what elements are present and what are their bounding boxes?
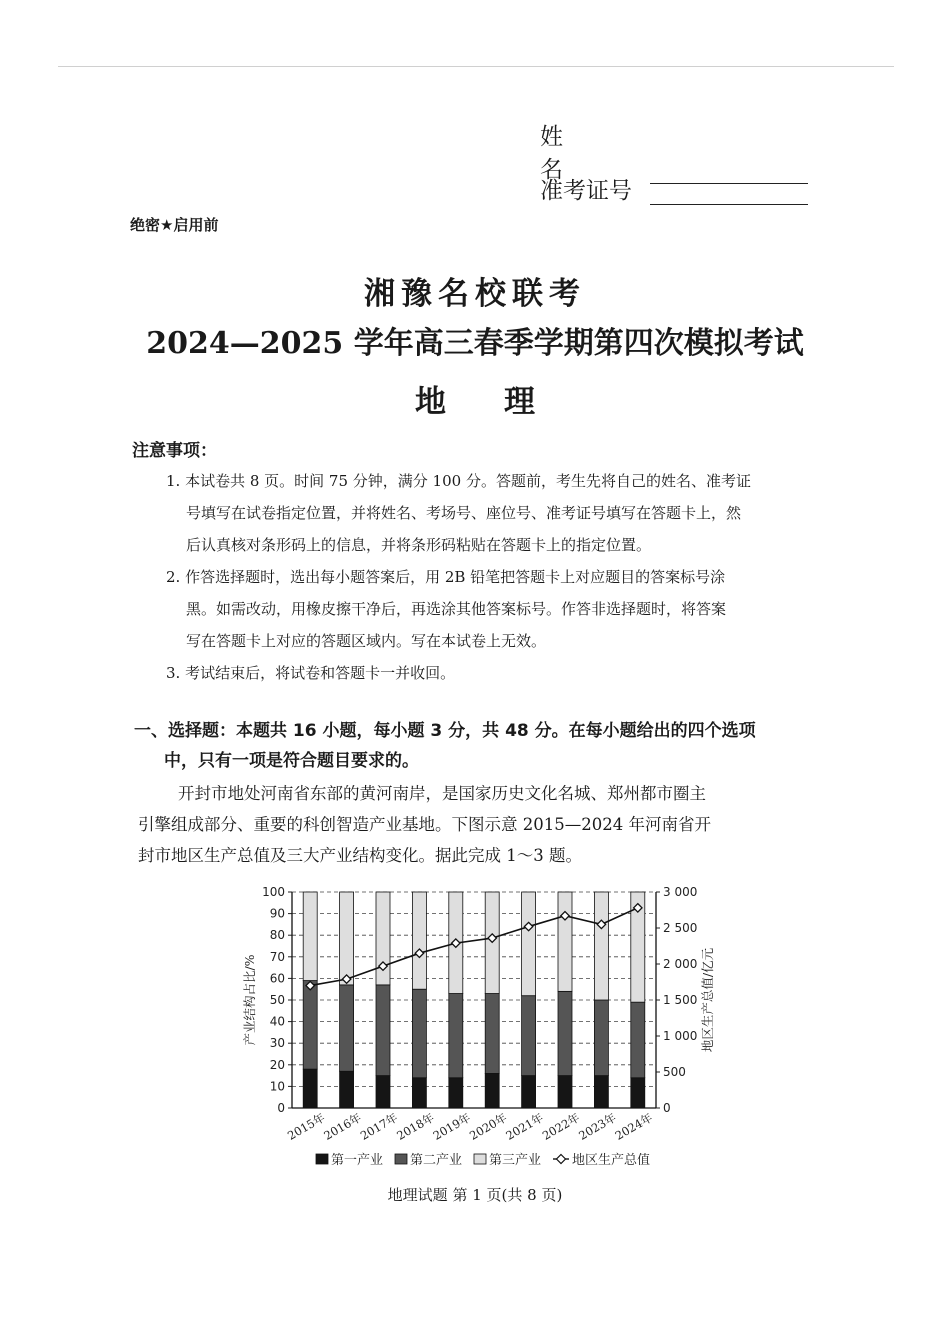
notice-heading: 注意事项：: [132, 441, 217, 461]
y-axis-title: 产业结构占比/%: [242, 954, 257, 1046]
exam-title: 2024—2025 学年高三春季学期第四次模拟考试: [146, 326, 804, 361]
bar-segment: [558, 1076, 572, 1108]
bar-segment: [376, 1076, 390, 1108]
x-tick-label: 2019年: [430, 1110, 473, 1143]
x-tick-label: 2020年: [467, 1110, 510, 1143]
notice-item-1: [166, 465, 816, 561]
notice-line: 后认真核对条形码上的信息，并将条形码粘贴在答题卡上的指定位置。: [186, 536, 652, 554]
y-tick-label: 50: [269, 993, 285, 1007]
gdp-line: [310, 908, 638, 986]
bar-segment: [594, 1076, 608, 1108]
legend-label: 第一产业: [331, 1153, 384, 1168]
notice-line: 2. 作答选择题时，选出每小题答案后，用 2B 铅笔把答题卡上对应题目的答案标号涂: [166, 568, 726, 586]
notice-item-2: [166, 561, 816, 657]
bar-segment: [522, 996, 536, 1076]
bar-segment: [449, 1078, 463, 1108]
exam-union-title: 湘豫名校联考: [364, 276, 586, 312]
y2-tick-label: 3 000: [663, 885, 698, 899]
subject-title: 地理: [415, 384, 593, 420]
x-tick-label: 2023年: [576, 1110, 619, 1143]
x-tick-label: 2017年: [357, 1110, 401, 1143]
notice-line: 1. 本试卷共 8 页。时间 75 分钟，满分 100 分。答题前，考生先将自己的姓名、准考证: [166, 472, 751, 490]
bar-segment: [485, 994, 499, 1074]
bar-segment: [558, 892, 572, 991]
y-tick-label: 90: [269, 906, 285, 921]
bar-segment: [594, 892, 608, 1000]
bar-segment: [412, 989, 426, 1078]
y2-tick-label: 2 500: [663, 921, 698, 935]
section-1-heading: [134, 716, 824, 776]
bar-segment: [449, 994, 463, 1078]
bar-segment: [594, 1000, 608, 1076]
passage-line: 封市地区生产总值及三大产业结构变化。据此完成 1～3 题。: [138, 846, 582, 865]
y2-tick-label: 0: [663, 1101, 671, 1115]
x-tick-label: 2018年: [394, 1110, 437, 1143]
y-tick-label: 30: [269, 1036, 285, 1051]
top-rule: [58, 66, 894, 67]
bar-segment: [340, 892, 354, 985]
page-footer: 地理试题 第 1 页(共 8 页): [387, 1186, 563, 1204]
secret-mark: 绝密★启用前: [130, 216, 219, 234]
y2-tick-label: 500: [663, 1065, 686, 1079]
notice-line: 写在答题卡上对应的答题区域内。写在本试卷上无效。: [186, 632, 547, 650]
legend-label: 第二产业: [410, 1153, 463, 1168]
y-tick-label: 60: [269, 971, 285, 986]
y2-tick-label: 1 000: [663, 1029, 698, 1043]
passage-line: 开封市地处河南省东部的黄河南岸，是国家历史文化名城、郑州都市圈主: [178, 784, 706, 803]
gdp-structure-chart: [236, 878, 716, 1178]
bar-segment: [303, 981, 317, 1070]
legend-swatch: [316, 1154, 328, 1164]
bar-segment: [340, 985, 354, 1071]
bar-segment: [485, 1073, 499, 1108]
legend-label: 地区生产总值: [572, 1153, 651, 1168]
y2-tick-label: 1 500: [663, 993, 698, 1007]
y2-axis-title: 地区生产总值/亿元: [700, 947, 715, 1053]
name-label: 姓名: [540, 124, 609, 183]
y-tick-label: 20: [269, 1057, 285, 1072]
section-heading-line: 中，只有一项是符合题目要求的。: [164, 751, 419, 771]
x-tick-label: 2015年: [285, 1110, 328, 1143]
bar-segment: [631, 1078, 645, 1108]
bar-segment: [631, 1002, 645, 1078]
x-tick-label: 2024年: [612, 1110, 655, 1143]
y-tick-label: 80: [269, 928, 285, 943]
question-passage: [138, 778, 818, 871]
bar-segment: [522, 892, 536, 996]
exam-id-label: 准考证号: [540, 178, 632, 204]
exam-id-field: [540, 172, 808, 205]
bar-segment: [303, 892, 317, 981]
y-tick-label: 10: [269, 1079, 285, 1094]
x-tick-label: 2022年: [539, 1110, 583, 1143]
notice-line: 3. 考试结束后，将试卷和答题卡一并收回。: [166, 664, 456, 682]
y-tick-label: 100: [262, 885, 285, 899]
y-tick-label: 70: [269, 949, 285, 964]
bar-segment: [412, 892, 426, 989]
bar-segment: [558, 991, 572, 1075]
notice-line: 号填写在试卷指定位置，并将姓名、考场号、座位号、准考证号填写在答题卡上，然: [186, 504, 742, 522]
y2-tick-label: 2 000: [663, 957, 698, 971]
legend-label: 第三产业: [489, 1153, 542, 1168]
x-tick-label: 2021年: [503, 1110, 546, 1143]
legend-swatch: [395, 1154, 407, 1164]
bar-segment: [303, 1069, 317, 1108]
bar-segment: [522, 1076, 536, 1108]
exam-id-blank-line: [650, 180, 808, 205]
bar-segment: [340, 1071, 354, 1108]
notice-item-3: [166, 657, 816, 689]
passage-line: 引擎组成部分、重要的科创智造产业基地。下图示意 2015—2024 年河南省开: [138, 815, 711, 834]
legend-swatch: [474, 1154, 486, 1164]
x-tick-label: 2016年: [321, 1110, 364, 1143]
y-tick-label: 0: [277, 1101, 285, 1115]
section-heading-line: 一、选择题：本题共 16 小题，每小题 3 分，共 48 分。在每小题给出的四个选项: [134, 721, 756, 741]
y-tick-label: 40: [269, 1014, 285, 1029]
bar-segment: [412, 1078, 426, 1108]
bar-segment: [376, 985, 390, 1076]
notice-line: 黑。如需改动，用橡皮擦干净后，再选涂其他答案标号。作答非选择题时，将答案: [186, 600, 727, 618]
legend-line-marker: [557, 1155, 566, 1164]
